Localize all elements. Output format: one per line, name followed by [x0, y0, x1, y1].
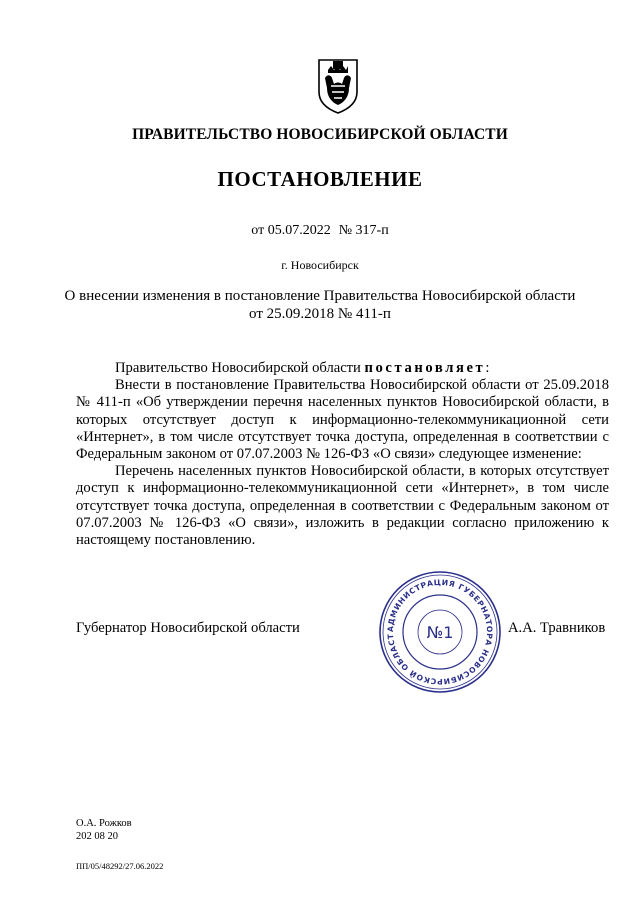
- signatory-position: Губернатор Новосибирской области: [76, 620, 300, 636]
- organization-title: ПРАВИТЕЛЬСТВО НОВОСИБИРСКОЙ ОБЛАСТИ: [132, 126, 508, 143]
- document-date: от 05.07.2022: [251, 223, 331, 238]
- resolution-prefix: Правительство Новосибирской области: [115, 360, 365, 376]
- subject-line-1: О внесении изменения в постановление Правительства Новосибирской области: [64, 288, 576, 304]
- paragraph-amendment: Внести в постановление Правительства Новосибирской области от 25.09.2018 № 411-п «Об утверждении перечня населенных пунктов Новосибирской области, в которых отсутствует доступ к информационно-телекоммуникационной сети «Интернет», в том числе отсутствует точка доступа, определенная в соответствии с Федеральным законом от 07.07.2003 № 126-ФЗ «О связи» следующее изменение:: [76, 377, 609, 463]
- signatory-name: А.А. Травников: [508, 620, 606, 636]
- svg-text:№1: №1: [426, 623, 454, 642]
- city: г. Новосибирск: [281, 258, 359, 272]
- paragraph-change: Перечень населенных пунктов Новосибирской области, в которых отсутствует доступ к информационно-телекоммуникационной сети «Интернет», в том числе отсутствует точка доступа, определенная в соответствии с Федеральным законом от 07.07.2003 № 126-ФЗ «О связи», изложить в редакции согласно приложению к настоящему постановлению.: [76, 463, 609, 549]
- svg-text:АДМИНИСТРАЦИЯ ГУБЕРНАТОРА НОВО: АДМИНИСТРАЦИЯ ГУБЕРНАТОРА НОВОСИБИРСКОЙ ОБЛАСТ: [385, 577, 495, 687]
- executor-block: [76, 817, 132, 843]
- document-subject: [0, 287, 640, 323]
- resolution-suffix: :: [485, 360, 490, 376]
- official-seal: [378, 570, 502, 694]
- executor-name: О.А. Рожков: [76, 818, 132, 829]
- document-type: ПОСТАНОВЛЕНИЕ: [217, 167, 423, 191]
- coat-of-arms-icon: [316, 58, 360, 114]
- date-number-line: [0, 223, 640, 239]
- document-number: № 317-п: [338, 223, 389, 238]
- document-code: ПП/05/48292/27.06.2022: [76, 861, 164, 871]
- subject-line-2: от 25.09.2018 № 411-п: [249, 306, 391, 322]
- paragraph-resolution: [76, 360, 609, 377]
- resolution-action: постановляет: [364, 360, 486, 376]
- executor-phone: 202 08 20: [76, 831, 118, 842]
- document-body: [76, 360, 609, 549]
